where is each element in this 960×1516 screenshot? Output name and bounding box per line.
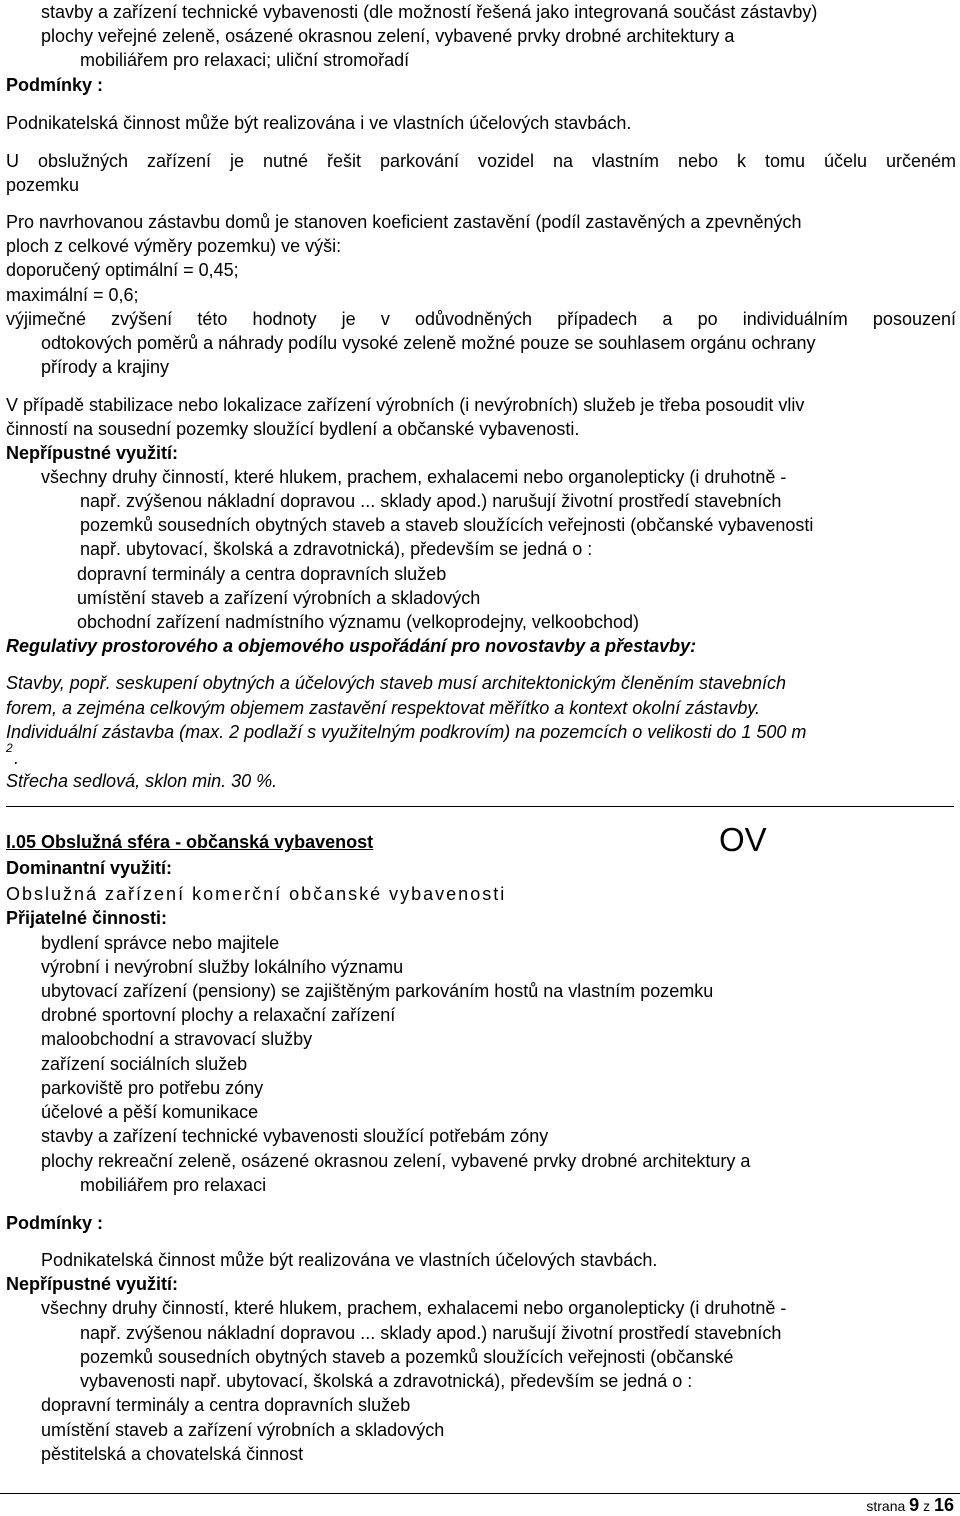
list-item: mobiliářem pro relaxaci [80,1175,267,1195]
text-line: Pro navrhovanou zástavbu domů je stanoven koeficient zastavění (podíl zastavěných a zpevněných [6,212,802,232]
divider [6,806,954,807]
text-line: pozemku [6,175,80,195]
list-item: parkoviště pro potřebu zóny [41,1078,264,1098]
list-item: vybavenosti např. ubytovací, školská a zdravotnická), především se jedná o : [80,1371,693,1391]
list-item: pozemků sousedních obytných staveb a pozemků sloužících veřejnosti (občanské [80,1347,734,1367]
list-item: stavby a zařízení technické vybavenosti sloužící potřebám zóny [41,1126,549,1146]
text-line: přírody a krajiny [41,357,170,377]
heading-neprip: Nepřípustné využití: [6,1274,179,1294]
text-line: Individuální zástavba (max. 2 podlaží s využitelným podkrovím) na pozemcích o velikosti do 1 500 m [6,722,807,742]
list-item: zařízení sociálních služeb [41,1054,248,1074]
list-item: např. zvýšenou nákladní dopravou ... sklady apod.) narušují životní prostředí stavebních [80,1323,782,1343]
text-line: Stavby, popř. seskupení obytných a účelových staveb musí architektonickým členěním stavebních [6,673,787,693]
text-line: činností na sousední pozemky sloužící bydlení a občanské vybavenosti. [6,419,580,439]
footer-total: 16 [933,1495,954,1515]
text-line: ploch z celkové výměry pozemku) ve výši: [6,236,342,256]
list-item: maloobchodní a stravovací služby [41,1029,313,1049]
footer-z: z [923,1498,931,1514]
list-item: výrobní i nevýrobní služby lokálního významu [41,957,404,977]
text-line: Obslužná zařízení komerční občanské vybavenosti [6,884,507,904]
superscript: 2 [6,741,13,755]
text-line: obchodní zařízení nadmístního významu (velkoprodejny, velkoobchod) [77,612,639,632]
text-line: odtokových poměrů a náhrady podílu vysoké zeleně možné pouze se souhlasem orgánu ochrany [41,333,816,353]
section-title: I.05 Obslužná sféra - občanská vybavenost [6,832,374,852]
text-line: všechny druhy činností, které hlukem, prachem, exhalacemi nebo organolepticky (i druhotně - [41,467,787,487]
text-line: U obslužných zařízení je nutné řešit parkování vozidel na vlastním nebo k tomu účelu určeném [6,151,956,171]
heading-podminky: Podmínky : [6,1213,104,1233]
text-line: V případě stabilizace nebo lokalizace zařízení výrobních (i nevýrobních) služeb je třeba posoudit vliv [6,395,805,415]
text-line: Podnikatelská činnost může být realizována ve vlastních účelových stavbách. [41,1250,658,1270]
text-line: výjimečné zvýšení této hodnoty je v odůvodněných případech a po individuálním posouzení [6,309,956,329]
list-item: drobné sportovní plochy a relaxační zařízení [41,1005,396,1025]
heading-dominantni: Dominantní využití: [6,858,172,878]
footer-divider [0,1493,960,1494]
text-line: plochy veřejné zeleně, osázené okrasnou zelení, vybavené prvky drobné architektury a [41,26,735,46]
text-line: stavby a zařízení technické vybavenosti (dle možností řešená jako integrovaná součást zástavby) [41,2,818,22]
text-line: forem, a zejména celkovým objemem zastavění respektovat měřítko a kontext okolní zástavby. [6,698,760,718]
list-item: plochy rekreační zeleně, osázené okrasnou zelení, vybavené prvky drobné architektury a [41,1151,751,1171]
footer-page: 9 [909,1495,920,1515]
list-item: ubytovací zařízení (pensiony) se zajištěným parkováním hostů na vlastním pozemku [41,981,714,1001]
list-item: umístění staveb a zařízení výrobních a skladových [41,1420,445,1440]
text-line: dopravní terminály a centra dopravních služeb [77,564,447,584]
text-line: pozemků sousedních obytných staveb a staveb sloužících veřejnosti (občanské vybavenosti [80,515,814,535]
text-line: . [14,748,20,768]
list-item: dopravní terminály a centra dopravních služeb [41,1395,411,1415]
regulativy-heading: Regulativy prostorového a objemového uspořádání pro novostavby a přestavby: [6,636,697,656]
text-line: Podnikatelská činnost může být realizována i ve vlastních účelových stavbách. [6,113,632,133]
text-line: mobiliářem pro relaxaci; uliční stromořadí [80,50,410,70]
text-line: např. zvýšenou nákladní dopravou ... sklady apod.) narušují životní prostředí stavebních [80,491,782,511]
section-code: OV [719,821,767,858]
text-line: doporučený optimální = 0,45; [6,260,239,280]
list-item: všechny druhy činností, které hlukem, prachem, exhalacemi nebo organolepticky (i druhotně - [41,1298,787,1318]
heading-prijatelne: Přijatelné činnosti: [6,908,168,928]
text-line: maximální = 0,6; [6,285,139,305]
list-item: pěstitelská a chovatelská činnost [41,1444,304,1464]
text-line: Střecha sedlová, sklon min. 30 %. [6,771,278,791]
list-item: účelové a pěší komunikace [41,1102,259,1122]
list-item: bydlení správce nebo majitele [41,933,280,953]
text-line: např. ubytovací, školská a zdravotnická), především se jedná o : [80,539,593,559]
heading-podminky: Podmínky : [6,75,104,95]
text-line: umístění staveb a zařízení výrobních a skladových [77,588,481,608]
footer-strana: strana [866,1498,906,1514]
heading-neprip: Nepřípustné využití: [6,443,179,463]
